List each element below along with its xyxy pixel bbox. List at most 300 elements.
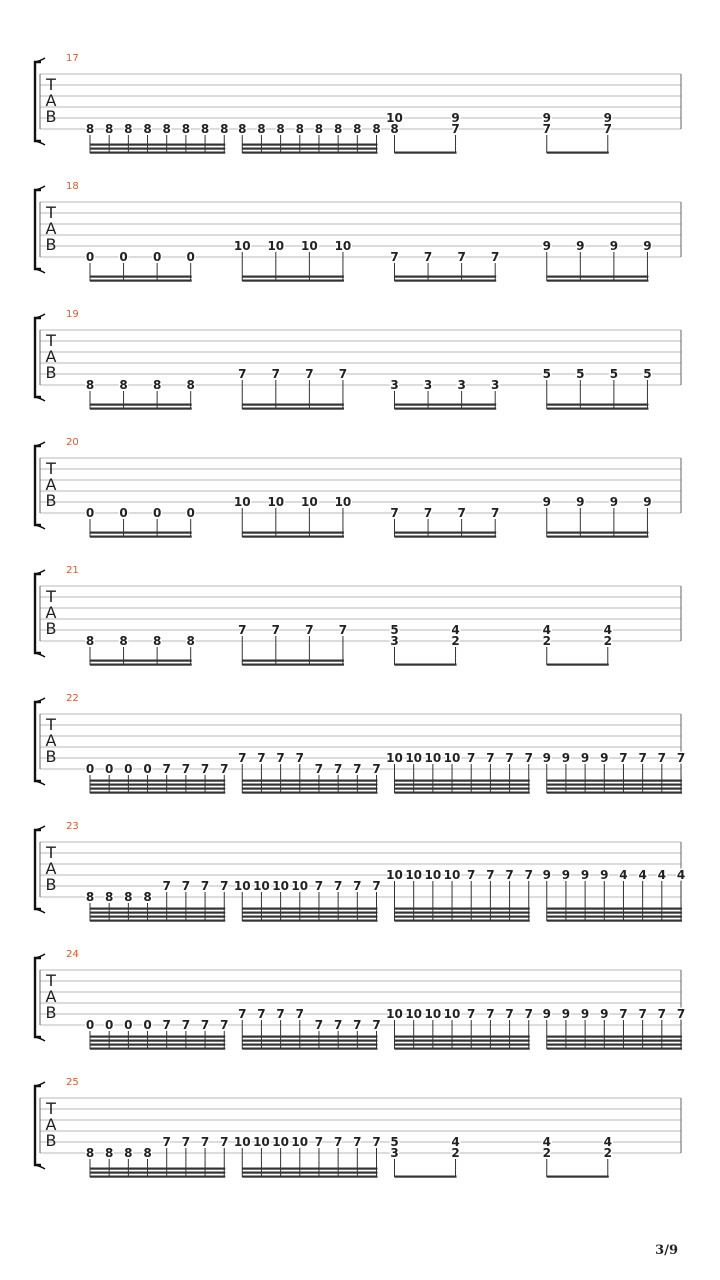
note-beam bbox=[90, 1172, 225, 1174]
note-beam bbox=[242, 664, 344, 666]
fret-number: 7 bbox=[220, 762, 229, 776]
fret-number: 4 bbox=[542, 623, 551, 637]
note-beam bbox=[90, 1168, 225, 1170]
tab-clef-letter: T bbox=[46, 331, 56, 350]
beam-group bbox=[543, 495, 652, 538]
beam-group bbox=[238, 1007, 381, 1050]
fret-number: 5 bbox=[576, 367, 585, 381]
tab-clef-letter: T bbox=[46, 971, 56, 990]
beam-group bbox=[543, 367, 652, 410]
fret-number: 0 bbox=[152, 250, 162, 264]
note-beam bbox=[395, 908, 530, 910]
note-beam bbox=[242, 408, 344, 410]
fret-number: 9 bbox=[542, 1007, 551, 1021]
fret-number: 7 bbox=[505, 868, 514, 882]
fret-number: 10 bbox=[233, 495, 251, 509]
fret-number: 7 bbox=[505, 751, 514, 765]
note-beam bbox=[395, 1176, 457, 1178]
beam-group bbox=[86, 378, 195, 410]
fret-number: 10 bbox=[405, 1007, 423, 1021]
note-beam bbox=[242, 152, 377, 154]
beam-group bbox=[86, 1135, 229, 1178]
fret-number: 10 bbox=[301, 239, 318, 253]
fret-number: 7 bbox=[238, 1007, 247, 1021]
fret-number: 8 bbox=[85, 890, 95, 904]
fret-number: 7 bbox=[295, 751, 304, 765]
fret-number: 7 bbox=[181, 1135, 191, 1149]
tab-clef-letter: T bbox=[46, 587, 56, 606]
fret-number: 4 bbox=[619, 868, 628, 882]
fret-number: 7 bbox=[657, 751, 667, 765]
fret-number: 4 bbox=[657, 868, 667, 882]
fret-number: 7 bbox=[372, 879, 381, 893]
fret-number: 9 bbox=[576, 239, 585, 253]
fret-number: 7 bbox=[257, 1007, 266, 1021]
tab-clef-letter: A bbox=[45, 859, 57, 878]
fret-number: 8 bbox=[314, 122, 324, 136]
fret-number: 9 bbox=[561, 868, 571, 882]
beam-group bbox=[86, 762, 229, 794]
fret-number: 0 bbox=[143, 762, 152, 776]
note-beam bbox=[90, 408, 192, 410]
beam-group bbox=[86, 122, 229, 154]
tab-clef-letter: B bbox=[45, 1003, 57, 1022]
fret-number: 0 bbox=[85, 762, 95, 776]
note-beam bbox=[547, 276, 649, 278]
fret-number: 7 bbox=[467, 868, 476, 882]
note-beam bbox=[547, 920, 682, 922]
fret-number: 5 bbox=[542, 367, 551, 381]
note-beam bbox=[90, 1036, 225, 1038]
beam-group bbox=[238, 122, 381, 154]
beam-group bbox=[543, 868, 686, 922]
note-beam bbox=[242, 532, 344, 534]
measure-number: 21 bbox=[66, 565, 79, 576]
fret-number: 4 bbox=[451, 1135, 460, 1149]
fret-number: 8 bbox=[181, 122, 191, 136]
tab-system bbox=[35, 53, 681, 154]
tab-system bbox=[35, 821, 685, 922]
note-beam bbox=[90, 664, 192, 666]
beam-group bbox=[390, 250, 499, 282]
fret-number: 7 bbox=[238, 623, 247, 637]
note-beam bbox=[90, 916, 225, 918]
fret-number: 7 bbox=[314, 879, 324, 893]
fret-number: 7 bbox=[524, 1007, 533, 1021]
fret-number: 7 bbox=[333, 1018, 343, 1032]
fret-number: 7 bbox=[162, 1135, 171, 1149]
note-beam bbox=[395, 1040, 530, 1042]
fret-number: 10 bbox=[386, 111, 403, 125]
fret-number: 0 bbox=[119, 250, 128, 264]
fret-number: 8 bbox=[119, 378, 128, 392]
fret-number: 0 bbox=[124, 1018, 133, 1032]
fret-number: 8 bbox=[124, 122, 133, 136]
beam-group bbox=[543, 751, 686, 794]
note-beam bbox=[395, 912, 530, 914]
fret-number: 10 bbox=[233, 1135, 251, 1149]
tab-clef-letter: T bbox=[46, 75, 56, 94]
fret-number: 10 bbox=[424, 1007, 442, 1021]
fret-number: 7 bbox=[676, 751, 686, 765]
note-beam bbox=[242, 404, 344, 406]
fret-number: 10 bbox=[424, 868, 442, 882]
fret-number: 2 bbox=[542, 634, 551, 648]
note-beam bbox=[242, 920, 377, 922]
fret-number: 8 bbox=[152, 378, 162, 392]
note-beam bbox=[242, 912, 377, 914]
note-beam bbox=[242, 276, 344, 278]
note-beam bbox=[395, 916, 530, 918]
tab-clef-letter: A bbox=[45, 219, 57, 238]
note-beam bbox=[242, 908, 377, 910]
fret-number: 7 bbox=[372, 1018, 381, 1032]
fret-number: 7 bbox=[271, 367, 280, 381]
note-beam bbox=[547, 1044, 682, 1046]
note-beam bbox=[242, 792, 377, 794]
fret-number: 2 bbox=[603, 1146, 612, 1160]
beam-group bbox=[386, 751, 533, 794]
note-beam bbox=[90, 1048, 225, 1050]
note-beam bbox=[242, 660, 344, 662]
fret-number: 8 bbox=[200, 122, 210, 136]
note-beam bbox=[242, 1172, 377, 1174]
fret-number: 9 bbox=[576, 495, 585, 509]
note-beam bbox=[242, 1036, 377, 1038]
note-beam bbox=[242, 784, 377, 786]
fret-number: 7 bbox=[220, 1135, 229, 1149]
fret-number: 7 bbox=[271, 623, 280, 637]
note-beam bbox=[547, 532, 649, 534]
fret-number: 10 bbox=[443, 868, 461, 882]
fret-number: 8 bbox=[85, 634, 95, 648]
fret-number: 7 bbox=[457, 250, 466, 264]
fret-number: 7 bbox=[276, 751, 285, 765]
beam-group bbox=[86, 506, 195, 538]
fret-number: 0 bbox=[119, 506, 128, 520]
fret-number: 7 bbox=[638, 1007, 647, 1021]
fret-number: 7 bbox=[390, 506, 399, 520]
note-beam bbox=[90, 144, 225, 146]
note-beam bbox=[547, 664, 609, 666]
tab-clef-letter: A bbox=[45, 1115, 57, 1134]
fret-number: 7 bbox=[524, 868, 533, 882]
tab-clef-letter: B bbox=[45, 619, 57, 638]
beam-group bbox=[86, 634, 195, 666]
note-beam bbox=[242, 780, 377, 782]
beam-group bbox=[390, 506, 499, 538]
fret-number: 10 bbox=[334, 239, 352, 253]
fret-number: 5 bbox=[390, 1135, 399, 1149]
fret-number: 3 bbox=[457, 378, 466, 392]
note-beam bbox=[547, 784, 682, 786]
beam-group bbox=[234, 239, 351, 282]
fret-number: 9 bbox=[542, 239, 551, 253]
fret-number: 8 bbox=[85, 1146, 95, 1160]
fret-number: 9 bbox=[580, 868, 590, 882]
beam-group bbox=[86, 1018, 229, 1050]
fret-number: 5 bbox=[609, 367, 619, 381]
fret-number: 4 bbox=[676, 868, 686, 882]
fret-number: 7 bbox=[467, 1007, 476, 1021]
fret-number: 7 bbox=[162, 879, 171, 893]
fret-number: 0 bbox=[186, 250, 195, 264]
fret-number: 9 bbox=[451, 111, 460, 125]
note-beam bbox=[90, 1040, 225, 1042]
fret-number: 7 bbox=[505, 1007, 514, 1021]
beam-group bbox=[234, 1135, 381, 1178]
tab-clef-letter: B bbox=[45, 491, 57, 510]
fret-number: 8 bbox=[104, 890, 114, 904]
measure-number: 18 bbox=[66, 181, 79, 192]
page-number: 3/9 bbox=[655, 1243, 678, 1258]
note-beam bbox=[395, 276, 497, 278]
fret-number: 7 bbox=[220, 879, 229, 893]
note-beam bbox=[395, 1036, 530, 1038]
fret-number: 7 bbox=[162, 762, 171, 776]
fret-number: 2 bbox=[603, 634, 612, 648]
fret-number: 7 bbox=[314, 1018, 324, 1032]
fret-number: 9 bbox=[643, 239, 652, 253]
note-beam bbox=[242, 1040, 377, 1042]
tab-clef-letter: T bbox=[46, 1099, 56, 1118]
fret-number: 8 bbox=[104, 122, 114, 136]
fret-number: 10 bbox=[443, 1007, 461, 1021]
fret-number: 10 bbox=[334, 495, 352, 509]
tab-clef-letter: A bbox=[45, 347, 57, 366]
fret-number: 3 bbox=[390, 378, 399, 392]
beam-group bbox=[543, 623, 612, 666]
beam-group bbox=[86, 879, 229, 922]
fret-number: 0 bbox=[143, 1018, 152, 1032]
fret-number: 8 bbox=[333, 122, 343, 136]
fret-number: 7 bbox=[524, 751, 533, 765]
fret-number: 7 bbox=[353, 1135, 362, 1149]
fret-number: 2 bbox=[451, 1146, 460, 1160]
note-beam bbox=[90, 1176, 225, 1178]
fret-number: 8 bbox=[143, 1146, 152, 1160]
tab-clef-letter: A bbox=[45, 603, 57, 622]
tab-system bbox=[35, 693, 685, 794]
fret-number: 9 bbox=[609, 495, 619, 509]
fret-number: 2 bbox=[542, 1146, 551, 1160]
tab-clef-letter: A bbox=[45, 731, 57, 750]
fret-number: 8 bbox=[85, 122, 95, 136]
fret-number: 10 bbox=[386, 868, 403, 882]
fret-number: 7 bbox=[451, 122, 460, 136]
fret-number: 10 bbox=[424, 751, 442, 765]
fret-number: 3 bbox=[390, 1146, 399, 1160]
fret-number: 10 bbox=[405, 868, 423, 882]
note-beam bbox=[90, 1044, 225, 1046]
note-beam bbox=[90, 532, 192, 534]
fret-number: 7 bbox=[486, 868, 495, 882]
fret-number: 7 bbox=[200, 1018, 210, 1032]
fret-number: 7 bbox=[619, 1007, 628, 1021]
fret-number: 7 bbox=[372, 762, 381, 776]
tab-clef-letter: T bbox=[46, 203, 56, 222]
fret-number: 10 bbox=[405, 751, 423, 765]
fret-number: 10 bbox=[443, 751, 461, 765]
note-beam bbox=[242, 1176, 377, 1178]
note-beam bbox=[90, 908, 225, 910]
note-beam bbox=[90, 152, 225, 154]
note-beam bbox=[242, 536, 344, 538]
tab-clef-letter: A bbox=[45, 475, 57, 494]
tab-system bbox=[35, 565, 681, 666]
fret-number: 0 bbox=[124, 762, 133, 776]
note-beam bbox=[547, 1040, 682, 1042]
fret-number: 7 bbox=[353, 762, 362, 776]
fret-number: 10 bbox=[253, 1135, 270, 1149]
fret-number: 7 bbox=[638, 751, 647, 765]
measure-number: 24 bbox=[66, 949, 79, 960]
fret-number: 10 bbox=[386, 1007, 403, 1021]
fret-number: 0 bbox=[104, 1018, 114, 1032]
fret-number: 9 bbox=[643, 495, 652, 509]
fret-number: 7 bbox=[257, 751, 266, 765]
note-beam bbox=[90, 536, 192, 538]
beam-group bbox=[543, 1135, 612, 1178]
beam-group bbox=[386, 1007, 533, 1050]
note-beam bbox=[242, 788, 377, 790]
note-beam bbox=[90, 920, 225, 922]
fret-number: 8 bbox=[119, 634, 128, 648]
note-beam bbox=[90, 792, 225, 794]
fret-number: 7 bbox=[491, 506, 500, 520]
fret-number: 0 bbox=[85, 250, 95, 264]
fret-number: 4 bbox=[542, 1135, 551, 1149]
tab-system bbox=[35, 309, 681, 410]
note-beam bbox=[90, 148, 225, 150]
fret-number: 8 bbox=[85, 378, 95, 392]
fret-number: 0 bbox=[186, 506, 195, 520]
fret-number: 7 bbox=[200, 762, 210, 776]
beam-group bbox=[234, 879, 381, 922]
fret-number: 7 bbox=[542, 122, 551, 136]
fret-number: 8 bbox=[353, 122, 362, 136]
fret-number: 7 bbox=[338, 367, 348, 381]
note-beam bbox=[90, 788, 225, 790]
note-beam bbox=[547, 536, 649, 538]
fret-number: 10 bbox=[272, 1135, 289, 1149]
note-beam bbox=[90, 912, 225, 914]
note-beam bbox=[547, 1036, 682, 1038]
note-beam bbox=[547, 912, 682, 914]
note-beam bbox=[395, 788, 530, 790]
beam-group bbox=[390, 378, 499, 410]
note-beam bbox=[547, 916, 682, 918]
note-beam bbox=[395, 532, 497, 534]
note-beam bbox=[90, 280, 192, 282]
fret-number: 9 bbox=[600, 1007, 609, 1021]
fret-number: 9 bbox=[600, 751, 609, 765]
fret-number: 8 bbox=[276, 122, 285, 136]
note-beam bbox=[395, 1044, 530, 1046]
fret-number: 7 bbox=[657, 1007, 667, 1021]
beam-group bbox=[238, 751, 381, 794]
note-beam bbox=[90, 404, 192, 406]
fret-number: 5 bbox=[390, 623, 399, 637]
note-beam bbox=[547, 788, 682, 790]
fret-number: 9 bbox=[580, 751, 590, 765]
tab-system bbox=[35, 949, 685, 1050]
fret-number: 4 bbox=[603, 623, 612, 637]
note-beam bbox=[395, 920, 530, 922]
fret-number: 8 bbox=[220, 122, 229, 136]
fret-number: 8 bbox=[390, 122, 399, 136]
note-beam bbox=[547, 908, 682, 910]
fret-number: 7 bbox=[338, 623, 348, 637]
fret-number: 0 bbox=[85, 1018, 95, 1032]
measure-number: 17 bbox=[66, 53, 79, 64]
tab-system bbox=[35, 437, 681, 538]
fret-number: 7 bbox=[333, 762, 343, 776]
beam-group bbox=[390, 623, 459, 666]
beam-group bbox=[234, 495, 351, 538]
fret-number: 7 bbox=[295, 1007, 304, 1021]
fret-number: 8 bbox=[104, 1146, 114, 1160]
tab-clef-letter: T bbox=[46, 715, 56, 734]
fret-number: 7 bbox=[200, 879, 210, 893]
fret-number: 5 bbox=[643, 367, 652, 381]
beam-group bbox=[386, 111, 460, 154]
beam-group bbox=[543, 111, 612, 154]
note-beam bbox=[242, 1168, 377, 1170]
fret-number: 8 bbox=[162, 122, 171, 136]
fret-number: 4 bbox=[603, 1135, 612, 1149]
fret-number: 4 bbox=[638, 868, 647, 882]
fret-number: 8 bbox=[124, 890, 133, 904]
note-beam bbox=[242, 148, 377, 150]
fret-number: 7 bbox=[372, 1135, 381, 1149]
fret-number: 0 bbox=[85, 506, 95, 520]
fret-number: 8 bbox=[295, 122, 304, 136]
beam-group bbox=[238, 623, 347, 666]
note-beam bbox=[547, 408, 649, 410]
fret-number: 8 bbox=[124, 1146, 133, 1160]
fret-number: 0 bbox=[152, 506, 162, 520]
fret-number: 7 bbox=[305, 367, 314, 381]
fret-number: 7 bbox=[200, 1135, 210, 1149]
measure-number: 22 bbox=[66, 693, 79, 704]
fret-number: 9 bbox=[561, 1007, 571, 1021]
fret-number: 8 bbox=[372, 122, 381, 136]
fret-number: 9 bbox=[561, 751, 571, 765]
fret-number: 8 bbox=[152, 634, 162, 648]
note-beam bbox=[90, 660, 192, 662]
note-beam bbox=[242, 280, 344, 282]
note-beam bbox=[547, 792, 682, 794]
fret-number: 7 bbox=[619, 751, 628, 765]
fret-number: 7 bbox=[333, 1135, 343, 1149]
fret-number: 7 bbox=[314, 762, 324, 776]
note-beam bbox=[242, 1048, 377, 1050]
note-beam bbox=[90, 276, 192, 278]
fret-number: 8 bbox=[186, 378, 195, 392]
fret-number: 7 bbox=[238, 367, 247, 381]
fret-number: 10 bbox=[272, 879, 289, 893]
fret-number: 10 bbox=[291, 879, 309, 893]
note-beam bbox=[395, 1048, 530, 1050]
tab-clef-letter: B bbox=[45, 1131, 57, 1150]
fret-number: 2 bbox=[451, 634, 460, 648]
measure-number: 20 bbox=[66, 437, 79, 448]
fret-number: 7 bbox=[181, 762, 191, 776]
measure-number: 23 bbox=[66, 821, 79, 832]
note-beam bbox=[242, 1044, 377, 1046]
fret-number: 9 bbox=[542, 495, 551, 509]
